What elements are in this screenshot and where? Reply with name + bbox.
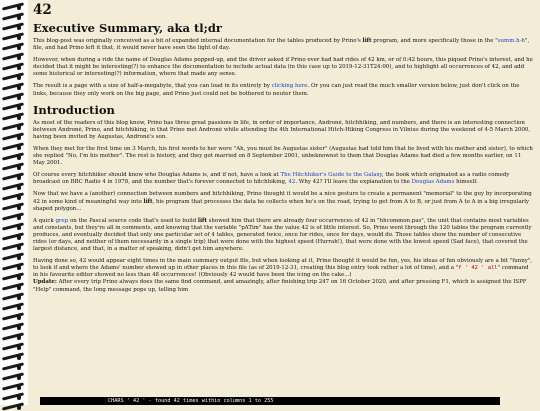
intro-paragraph-6: Having done so, 42 would appear eight times in the main summary output file, but when looking at it, Prino thought it would be fun, yes, his ideas of fun obviously are a bit "funny", to look if and where the Adams' number showed up in other places in this file (as of 2019-12-31, creating this blog entry took rather a lot of time), and a "f ' 42 ' all" command in his favourite editor showed no less than 48 occurrences! (Obviously 42 would have been the icing on the cake...) Update: After every trip Prino always does the same find command, and amazingly, after finishing trip 247 on 16 October 2020, and after pressing F1, which is assigned the ISPF "Help" command, the long message pops up, telling him (33, 258, 533, 293)
binding-ring-icon (2, 183, 26, 191)
binding-ring-icon (2, 23, 26, 31)
spiral-binding (0, 0, 28, 405)
binding-ring-icon (2, 43, 26, 51)
summary-heading: Executive Summary, aka tl;dr (33, 21, 222, 35)
binding-ring-icon (2, 123, 26, 131)
binding-ring-icon (2, 143, 26, 151)
binding-ring-icon (2, 33, 26, 41)
blog-page (33, 0, 533, 405)
binding-ring-icon (2, 53, 26, 61)
terminal-message-bar: CHARS ' 42 ' - found 42 times within columns 1 to 255 (40, 397, 500, 405)
binding-ring-icon (2, 223, 26, 231)
intro-paragraph-4: Now that we have a (another) connection between numbers and hitchhiking, Prino thought it would be a nice gesture to create a permanent "memorial" to the guy by incorporating 42 in some kind of meaningful way into lift, his program that processes the data he collects when he's on the road, trying to get from A to B, or just from A to A in a big irregularly shaped polygon... (33, 191, 532, 212)
summary-paragraph-1: This blog-post was originally conceived as a bit of expanded internal documentation for the tables produced by Prino's lift program, and more specifically those in the "summ.h-h", file, and had Prino left it that, it would never have seen the light of day. (33, 38, 530, 52)
binding-ring-icon (2, 353, 26, 361)
lift-keyword: lift (143, 198, 153, 205)
page-title: 42 (33, 2, 52, 18)
binding-ring-icon (2, 83, 26, 91)
binding-ring-icon (2, 343, 26, 351)
intro-paragraph-5: A quick grep on the Pascal source code that's used to build lift showed him that there are already four occurrences of 42 in "hhcommon.pas", the unit that contains most variables and constants, but they're all in comments, and knowing that the variable "pATim" has the value 42 is of little interest. So, Prino went through the 120 tables the program currently produces, and eventually decided that only one particular set of 4 tables, generated twice, once for rides, once for days, would do. Those tables show the number of consecutive rides (or days, and neither of them necessarily in a single trip) that were done with the highest speed (Hurrah!), that were done with the lowest speed (Sad face), that covered the largest distance, and that, in a matter of speaking, didn't get him anywhere. (33, 217, 532, 253)
clicking-here-link[interactable]: clicking here (271, 83, 308, 90)
binding-ring-icon (2, 363, 26, 371)
binding-ring-icon (2, 403, 26, 411)
intro-paragraph-3: Of course every hitchhiker should know who Douglas Adams is, and if not, have a look at The Hitchhiker's Guide to the Galaxy, the book which originated as a radio comedy broadcast on BBC Radio 4 in 1978, and the number that's forever connected to hitchhiking, 42. Why 42? I'll leave the explanation to the Douglas Adams himself. (33, 172, 510, 186)
binding-ring-icon (2, 133, 26, 141)
binding-ring-icon (2, 273, 26, 281)
binding-ring-icon (2, 213, 26, 221)
lift-keyword: lift (197, 217, 207, 224)
binding-ring-icon (2, 93, 26, 101)
binding-ring-icon (2, 263, 26, 271)
forty-two-link[interactable]: 42 (288, 179, 296, 186)
intro-paragraph-1: As most of the readers of this blog know, Prino has three great passions in life, in order of importance, Andronė, hitchhiking, and numbers, and there is an interesting connection between Andronė, Prino, and hitchhiking, in that Prino met Andronė while attending the 4th International Hitch-Hiking Congress in Vilnius during the weekend of 4-5 March 2000, having been invited by Augustas, Andronė's son. (33, 119, 531, 140)
binding-ring-icon (2, 243, 26, 251)
binding-ring-icon (2, 233, 26, 241)
update-label: Update: (33, 279, 57, 286)
binding-ring-icon (2, 293, 26, 301)
binding-ring-icon (2, 323, 26, 331)
binding-ring-icon (2, 373, 26, 381)
binding-ring-icon (2, 303, 26, 311)
binding-ring-icon (2, 13, 26, 21)
binding-ring-icon (2, 283, 26, 291)
summary-paragraph-2: However, when during a ride the name of Douglas Adams popped-up, and the driver asked if Prino ever had had rides of 42 km, or of 0:42 hours, this piqued Prino's interest, and he decided that it might be interesting(?) to enhance the documentation to include actual data (in this case up to 2019-12-31T24:00), and to highlight all occurrences of 42, and add some historical or interesting(?) information, where that made any sense. (33, 57, 533, 78)
douglas-adams-link[interactable]: Douglas Adams (411, 179, 455, 186)
summ-file-link[interactable]: summ.h-h (497, 38, 525, 44)
binding-ring-icon (2, 103, 26, 111)
lift-keyword: lift (362, 38, 372, 44)
binding-ring-icon (2, 393, 26, 401)
binding-ring-icon (2, 193, 26, 201)
binding-ring-icon (2, 333, 26, 341)
binding-ring-icon (2, 73, 26, 81)
binding-ring-icon (2, 203, 26, 211)
introduction-heading: Introduction (33, 102, 115, 117)
binding-ring-icon (2, 313, 26, 321)
find-command-code: f ' 42 ' all (458, 265, 498, 272)
binding-ring-icon (2, 63, 26, 71)
binding-ring-icon (2, 153, 26, 161)
binding-ring-icon (2, 3, 26, 11)
summary-paragraph-3: The result is a page with a size of half-a-megabyte, that you can load in its entirety by clicking here. Or you can just read the much smaller version below, just don't click on the links, because they only work on the big page, and Prino just could not be bothered to neuter them. (33, 83, 520, 97)
binding-ring-icon (2, 383, 26, 391)
intro-paragraph-2: When they met for the first time on 3 March, his first words to her were "Ah, you must be Augustas sister" (Augustas had told him that he lived with his mother and sister), to which she replied "No, I'm his mother". The rest is history, and they got married on 8 September 2001, unbeknownst to them that Douglas Adams had died a few months earlier, on 11 May 2001. (33, 145, 533, 167)
binding-ring-icon (2, 173, 26, 181)
binding-ring-icon (2, 163, 26, 171)
binding-ring-icon (2, 113, 26, 121)
grep-link[interactable]: grep (55, 217, 69, 224)
binding-ring-icon (2, 253, 26, 261)
hitchhikers-guide-link[interactable]: The Hitchhiker's Guide to the Galaxy (280, 172, 382, 179)
